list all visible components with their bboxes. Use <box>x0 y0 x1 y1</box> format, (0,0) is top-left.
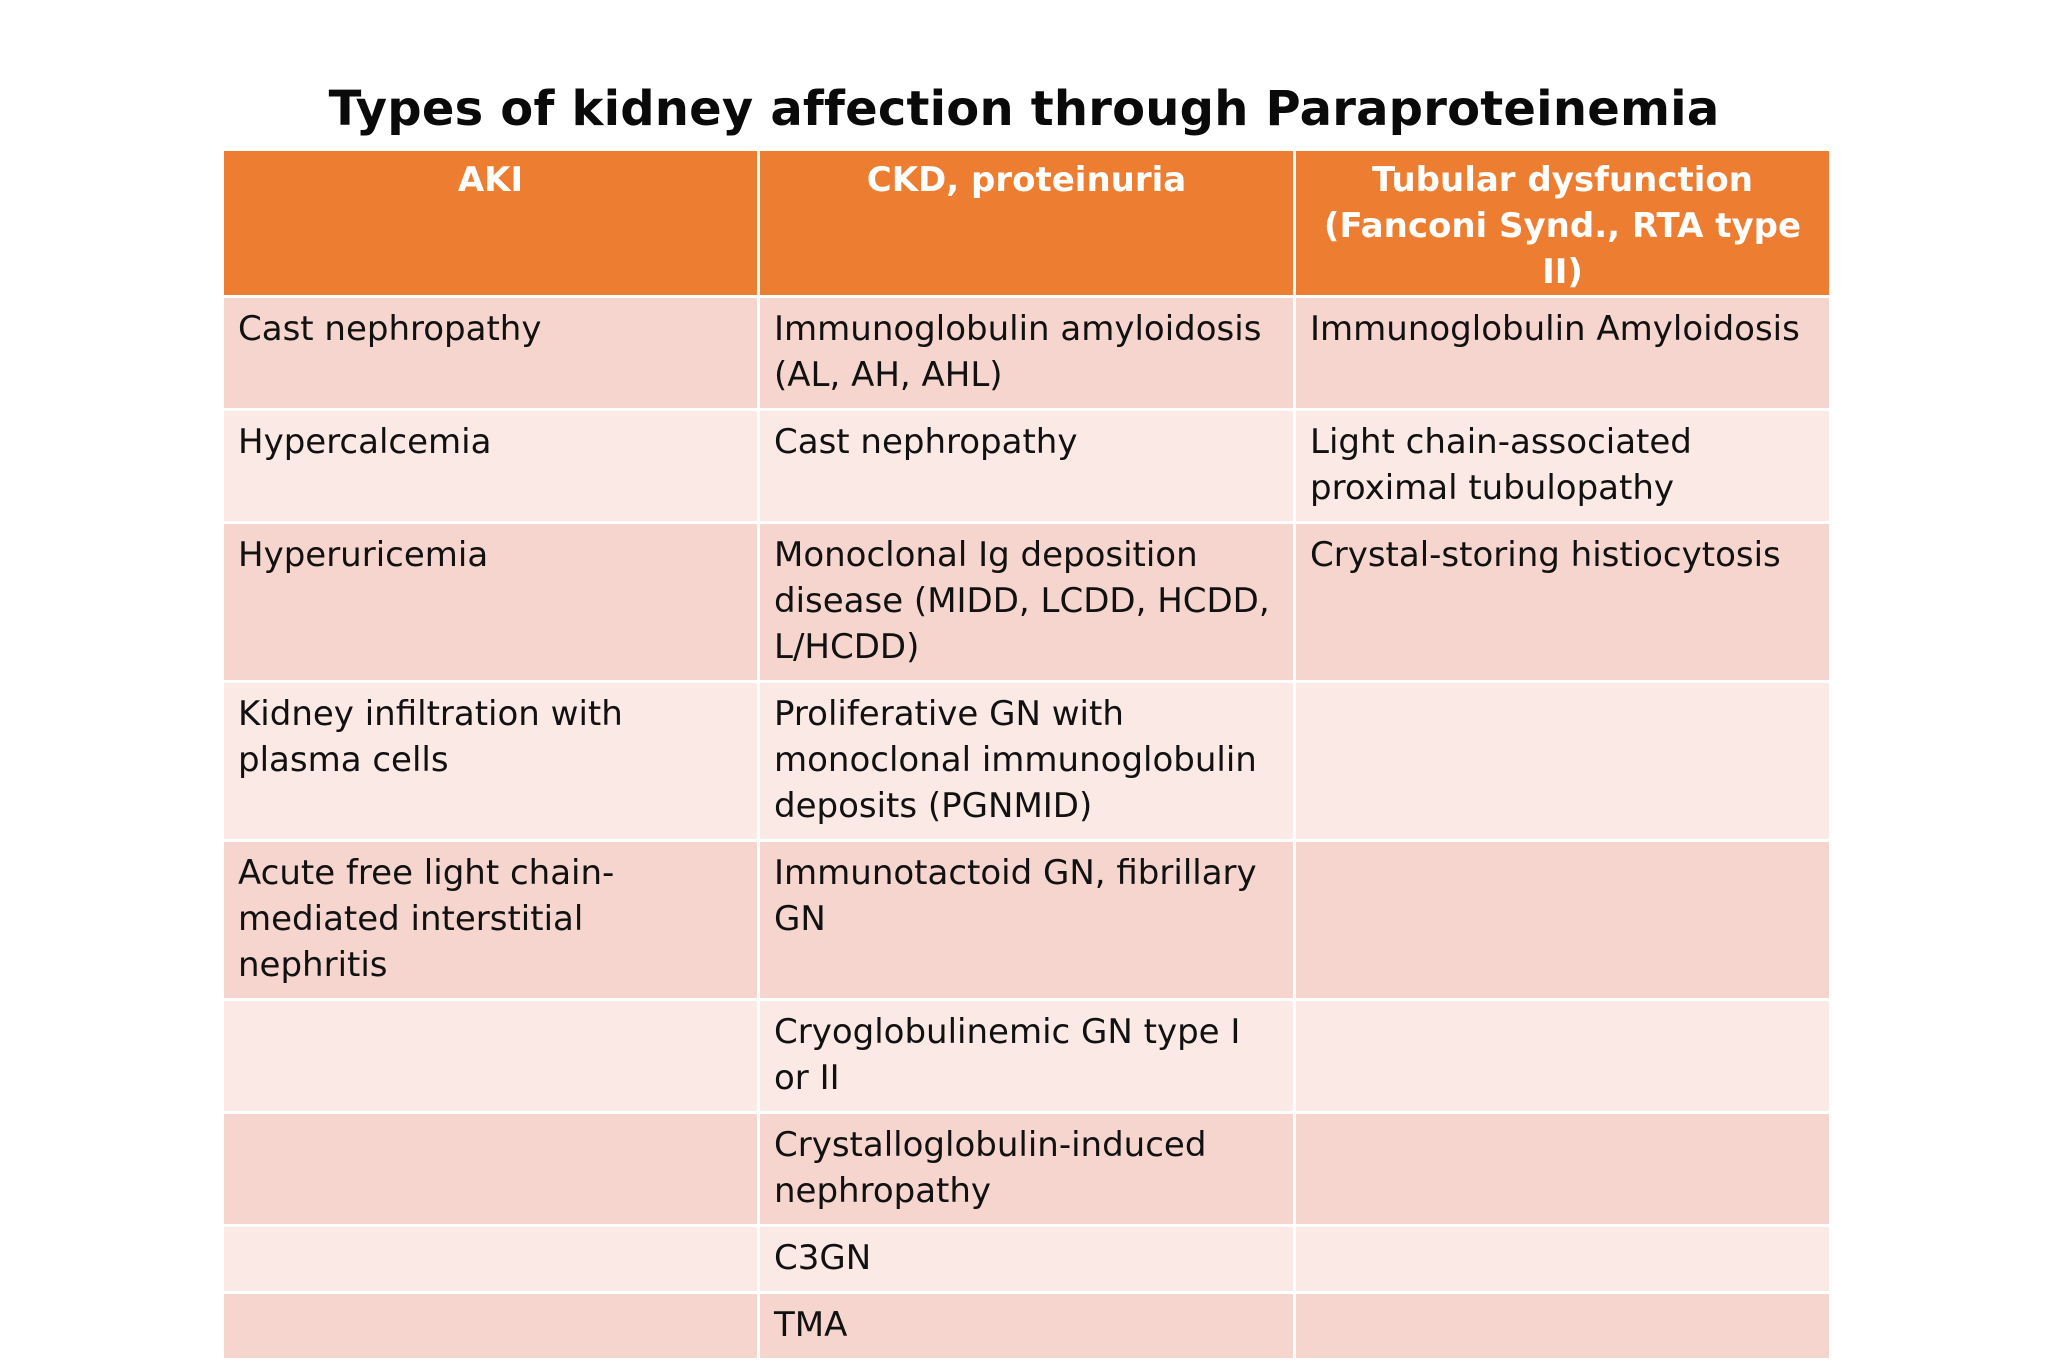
slide-title: Types of kidney affection through Paraproteinemia <box>328 81 1720 137</box>
table-row <box>224 1294 1829 1358</box>
table-row <box>224 683 1829 839</box>
table-cell: Proliferative GN with monoclonal immunoglobulin deposits (PGNMID) <box>760 683 1293 839</box>
table-cell <box>1296 842 1829 998</box>
table-cell: Kidney infiltration with plasma cells <box>224 683 757 839</box>
header-cell-aki: AKI <box>224 151 757 295</box>
header-row <box>224 151 1829 295</box>
table-cell <box>1296 1001 1829 1111</box>
table-cell <box>1296 1294 1829 1358</box>
table-cell: Immunoglobulin amyloidosis (AL, AH, AHL) <box>760 298 1293 408</box>
table-cell: Light chain-associated proximal tubulopathy <box>1296 411 1829 521</box>
table-cell <box>1296 1114 1829 1224</box>
table-row <box>224 842 1829 998</box>
table-cell: Crystal-storing histiocytosis <box>1296 524 1829 680</box>
table-row <box>224 298 1829 408</box>
table-cell: TMA <box>760 1294 1293 1358</box>
table-cell <box>1296 1227 1829 1291</box>
table-cell: Hyperuricemia <box>224 524 757 680</box>
table-row <box>224 1001 1829 1111</box>
table-cell <box>224 1001 757 1111</box>
table-cell: Cryoglobulinemic GN type I or II <box>760 1001 1293 1111</box>
table-cell: Immunoglobulin Amyloidosis <box>1296 298 1829 408</box>
table-cell: Cast nephropathy <box>224 298 757 408</box>
table-cell: Hypercalcemia <box>224 411 757 521</box>
table-row <box>224 1227 1829 1291</box>
table-cell <box>224 1294 757 1358</box>
table-cell <box>224 1114 757 1224</box>
header-cell-tubular: Tubular dysfunction (Fanconi Synd., RTA type II) <box>1296 151 1829 295</box>
header-cell-ckd: CKD, proteinuria <box>760 151 1293 295</box>
table-row <box>224 411 1829 521</box>
table-cell: Monoclonal Ig deposition disease (MIDD, LCDD, HCDD, L/HCDD) <box>760 524 1293 680</box>
table-cell: Cast nephropathy <box>760 411 1293 521</box>
table-cell: Immunotactoid GN, fibrillary GN <box>760 842 1293 998</box>
table-cell: Crystalloglobulin-induced nephropathy <box>760 1114 1293 1224</box>
table-cell: Acute free light chain-mediated interstitial nephritis <box>224 842 757 998</box>
table-cell <box>1296 683 1829 839</box>
paraproteinemia-table <box>221 148 1832 1361</box>
table-cell <box>224 1227 757 1291</box>
table-cell: C3GN <box>760 1227 1293 1291</box>
table-row <box>224 1114 1829 1224</box>
table-row <box>224 524 1829 680</box>
